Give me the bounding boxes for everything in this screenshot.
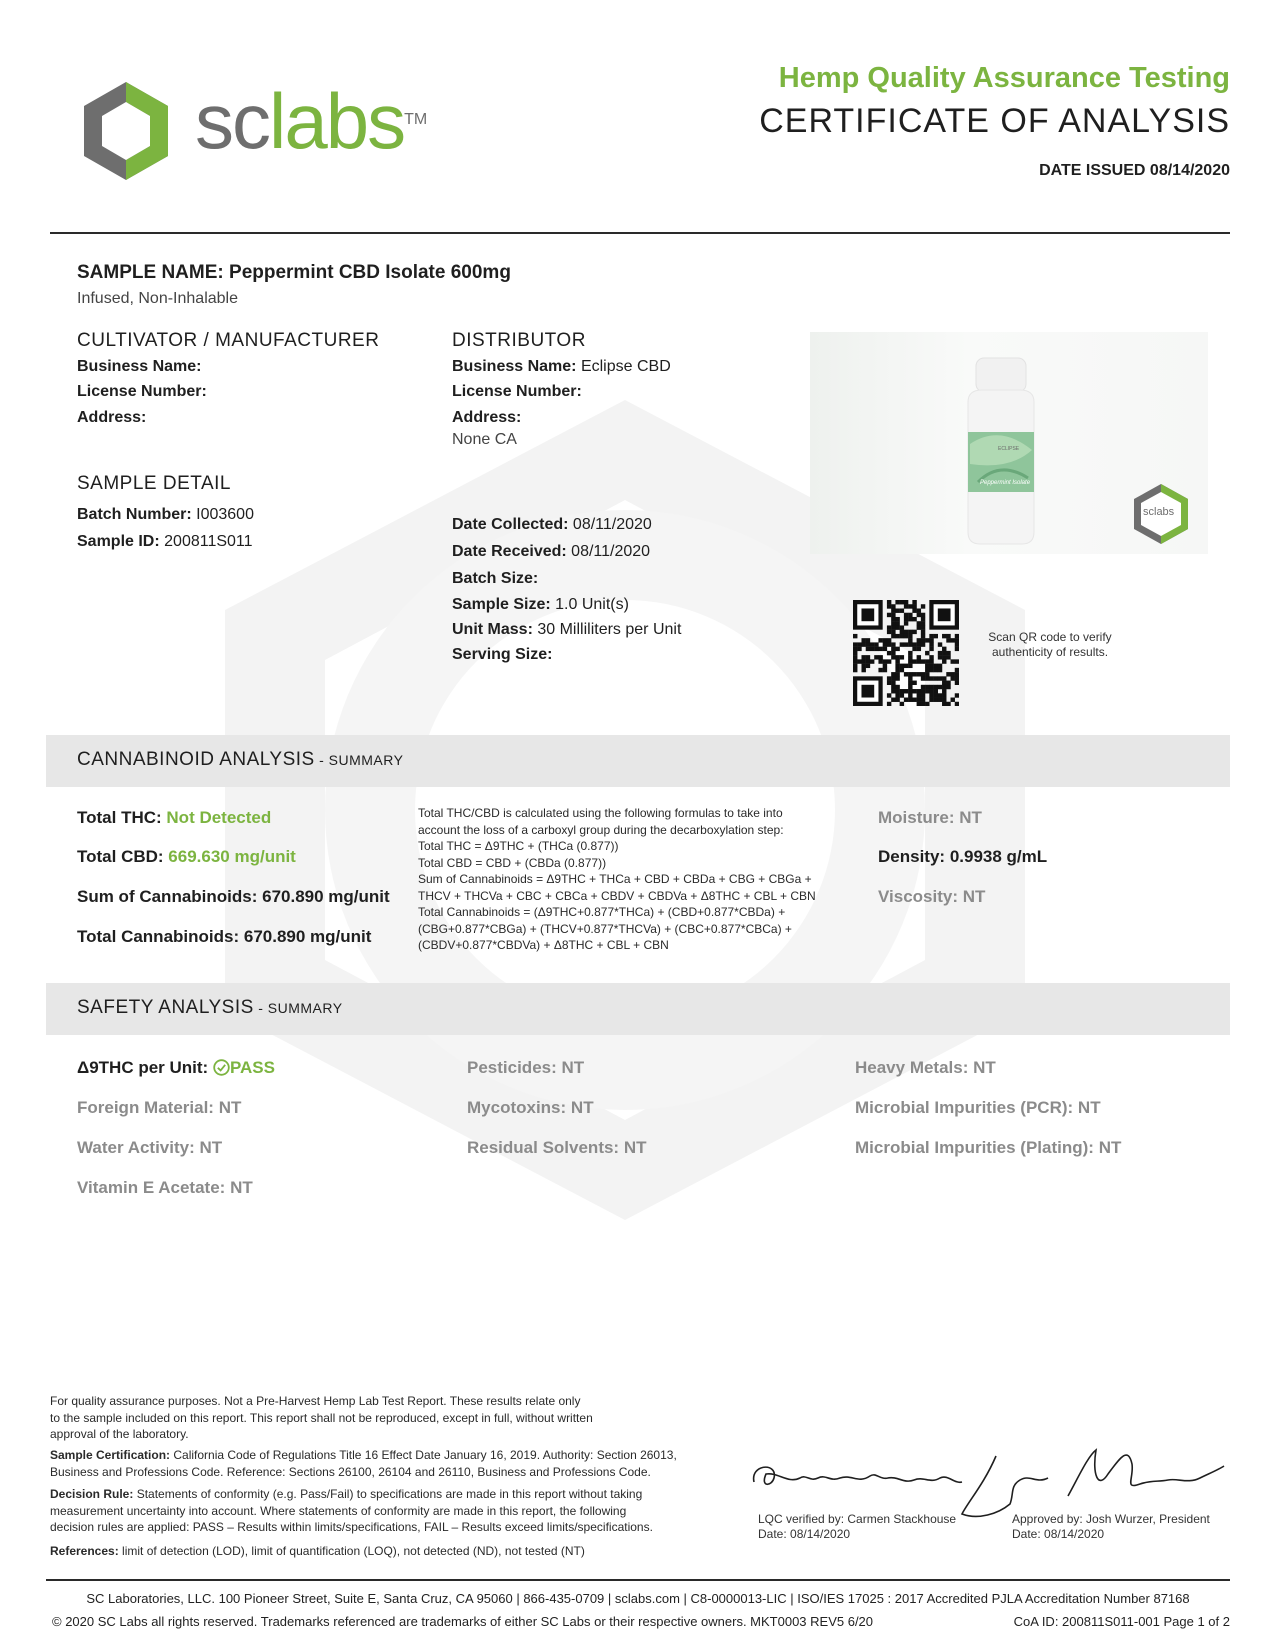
safety-vitamin-e-acetate: Vitamin E Acetate: NT <box>77 1178 253 1197</box>
cultivator-title: CULTIVATOR / MANUFACTURER <box>77 330 380 351</box>
safety-microbial-pcr: Microbial Impurities (PCR): NT <box>855 1098 1101 1117</box>
copyright: © 2020 SC Labs all rights reserved. Trademarks referenced are trademarks of either SC Labs or their respective owners. MKT0003 REV5 6/20 <box>52 1614 874 1629</box>
decision-rule: Decision Rule: Statements of conformity (e.g. Pass/Fail) to specifications are made in this report without taking measurement uncertainty into account. Where statements of conformity are made in this report, the following decision rules are applied: PASS – Results within limits/specifications, FAIL – Results exceed limits/specifications. <box>50 1487 653 1534</box>
safety-water-activity: Water Activity: NT <box>77 1138 223 1157</box>
distributor-business-name: Business Name: Eclipse CBD <box>452 358 671 375</box>
unit-mass: Unit Mass: 30 Milliliters per Unit <box>452 621 682 638</box>
sum-of-cannabinoids: Sum of Cannabinoids: 670.890 mg/unit <box>77 887 390 906</box>
distributor-title: DISTRIBUTOR <box>452 330 586 351</box>
check-circle-icon <box>213 1059 230 1076</box>
batch-number: Batch Number: I003600 <box>77 506 254 523</box>
report-title: CERTIFICATE OF ANALYSIS <box>759 102 1230 140</box>
qr-code-icon <box>853 600 959 706</box>
moisture: Moisture: NT <box>878 808 982 827</box>
date-received: Date Received: 08/11/2020 <box>452 543 651 560</box>
distributor-address-label: Address: <box>452 409 522 426</box>
total-thc: Total THC: Not Detected <box>77 808 272 827</box>
safety-analysis-title: SAFETY ANALYSIS - SUMMARY <box>77 997 343 1018</box>
sample-size: Sample Size: 1.0 Unit(s) <box>452 596 629 613</box>
sample-certification: Sample Certification: California Code of Regulations Title 16 Effect Date January 16, 2019. Authority: Section 26013, Business and Professions Code. Reference: Sections 26100, 26104 and 26110, Business and Professions Code. <box>50 1448 677 1479</box>
safety-microbial-plating: Microbial Impurities (Plating): NT <box>855 1138 1122 1157</box>
coa-id: CoA ID: 200811S011-001 Page 1 of 2 <box>1013 1614 1230 1629</box>
d9thc-per-unit: Δ9THC per Unit: PASS <box>77 1058 275 1077</box>
product-photo <box>810 332 1208 554</box>
cannabinoid-analysis-title: CANNABINOID ANALYSIS - SUMMARY <box>77 749 404 770</box>
references: References: limit of detection (LOD), limit of quantification (LOQ), not detected (ND), not tested (NT) <box>50 1544 585 1558</box>
bottle-label: Peppermint Isolate <box>980 480 1031 486</box>
total-cbd: Total CBD: 669.630 mg/unit <box>77 847 296 866</box>
safety-pesticides: Pesticides: NT <box>467 1058 585 1077</box>
sclabs-hexagon-icon <box>80 78 172 184</box>
qr-caption: Scan QR code to verify authenticity of results. <box>988 630 1112 659</box>
total-cannabinoids: Total Cannabinoids: 670.890 mg/unit <box>77 927 372 946</box>
header-divider <box>50 232 1230 234</box>
safety-foreign-material: Foreign Material: NT <box>77 1098 242 1117</box>
qa-disclaimer: For quality assurance purposes. Not a Pre-Harvest Hemp Lab Test Report. These results relate only to the sample included on this report. This report shall not be reproduced, except in full, without written approval of the laboratory. <box>50 1394 593 1441</box>
lqc-verification: LQC verified by: Carmen Stackhouse Date: 08/14/2020 <box>758 1512 957 1541</box>
cannabinoid-formula: Total THC/CBD is calculated using the following formulas to take into account the loss of a carboxyl group during the decarboxylation step: Total THC = Δ9THC + (THCa (0.877)) Total CBD = CBD + (CBDa (0.877)) Sum of Cannabinoids = Δ9THC + THCa + CBD + CBDa + CBG + CBGa + THCV + THCVa + CBC + CBCa + CBDV + CBDVa + Δ8THC + CBL + CBN Total Cannabinoids = (Δ9THC+0.877*THCa) + (CBD+0.877*CBDa) + (CBG+0.877*CBGa) + (THCV+0.877*THCVa) + (CBC+0.877*CBCa) + (CBDV+0.877*CBDVa) + Δ8THC + CBL + CBN <box>418 806 816 952</box>
sample-detail-title: SAMPLE DETAIL <box>77 473 231 494</box>
badge-text: sclabs <box>1143 506 1175 518</box>
distributor-license-label: License Number: <box>452 383 582 400</box>
sample-id: Sample ID: 200811S011 <box>77 533 253 550</box>
cultivator-address-label: Address: <box>77 409 147 426</box>
report-subtitle: Hemp Quality Assurance Testing <box>778 62 1230 94</box>
cultivator-business-name-label: Business Name: <box>77 358 202 375</box>
serving-size-label: Serving Size: <box>452 646 553 663</box>
bottle-brand: ECLIPSE <box>998 446 1020 452</box>
distributor-address: None CA <box>452 431 517 448</box>
sclabs-logo: sclabs™ <box>195 77 428 165</box>
footer-divider <box>46 1579 1230 1581</box>
date-issued: DATE ISSUED 08/14/2020 <box>1039 162 1230 179</box>
batch-size-label: Batch Size: <box>452 570 539 587</box>
safety-mycotoxins: Mycotoxins: NT <box>467 1098 594 1117</box>
approval: Approved by: Josh Wurzer, President Date: 08/14/2020 <box>1012 1512 1210 1541</box>
date-collected: Date Collected: 08/11/2020 <box>452 516 652 533</box>
company-info: SC Laboratories, LLC. 100 Pioneer Street, Suite E, Santa Cruz, CA 95060 | 866-435-0709 | sclabs.com | C8-0000013-LIC | ISO/IES 17025 : 2017 Accredited PJLA Accreditation Number 87168 <box>86 1591 1190 1606</box>
safety-residual-solvents: Residual Solvents: NT <box>467 1138 647 1157</box>
viscosity: Viscosity: NT <box>878 887 986 906</box>
cultivator-license-label: License Number: <box>77 383 207 400</box>
sample-type: Infused, Non-Inhalable <box>77 290 238 307</box>
safety-heavy-metals: Heavy Metals: NT <box>855 1058 996 1077</box>
density: Density: 0.9938 g/mL <box>878 847 1048 866</box>
sample-name: SAMPLE NAME: Peppermint CBD Isolate 600mg <box>77 262 511 283</box>
